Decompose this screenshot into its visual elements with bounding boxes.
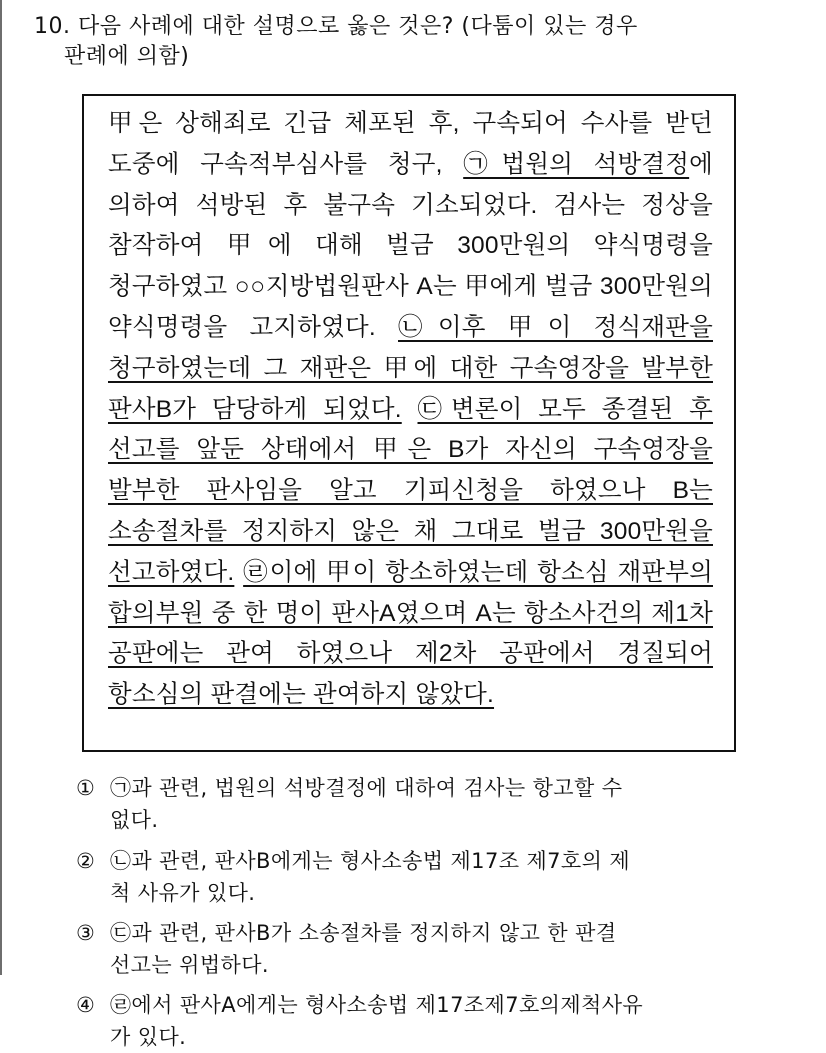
case-segment-underlined-c: ㉢변론이 모두 종결된 후 선고를 앞둔 상태에서 甲은 B가 자신의 구속영장을 발부한 판사임을 알고 기피신청을 하였으나 B는 소송절차를 정지하지 않은 채 그대로 벌금 300만원을 선고하였다.: [108, 395, 714, 586]
case-segment: 에 의하여 석방된 후 불구속 기소되었다. 검사는 정상을 참작하여 甲에 대해 벌금 300만원의 약식명령을 청구하였고 ○○지방법원판사 A는 甲에게 벌금 300만원의 약식명령을 고지하였다.: [108, 150, 714, 341]
choice-number: ④: [76, 993, 96, 1017]
choice-text: ㉠과 관련, 법원의 석방결정에 대하여 검사는 항고할 수 없다.: [110, 776, 623, 832]
choice-number: ②: [76, 849, 96, 873]
choice-text: ㉣에서 판사A에게는 형사소송법 제17조제7호의제척사유 가 있다.: [110, 993, 644, 1049]
question-stem: 10. 다음 사례에 대한 설명으로 옳은 것은? (다툼이 있는 경우 판례에 의함): [34, 14, 638, 69]
left-margin-line: [0, 0, 2, 975]
choice-number: ①: [76, 776, 96, 800]
choice-4[interactable]: [76, 989, 766, 1053]
case-segment-underlined-a: ㉠법원의 석방결정: [463, 150, 690, 178]
case-text: [108, 104, 713, 716]
case-segment: [234, 559, 243, 586]
choice-text: ㉢과 관련, 판사B가 소송절차를 정지하지 않고 한 판결 선고는 위법하다.: [110, 921, 617, 977]
case-segment-underlined-d: ㉣이에 甲이 항소하였는데 항소심 재판부의 합의부원 중 한 명이 판사A였으며 A는 항소사건의 제1차 공판에는 관여 하였으나 제2차 공판에서 경질되어 항소심의 판결에는 관여하지 않았다.: [108, 558, 713, 709]
case-segment: [402, 396, 418, 423]
case-segment: 甲은 상해죄로 긴급 체포된 후, 구속되어 수사를 받던 도중에 구속적부심사를 청구,: [108, 110, 713, 178]
choice-2[interactable]: [76, 845, 766, 909]
case-segment-underlined-b: ㉡이후 甲이 정식재판을 청구하였는데 그 재판은 甲에 대한 구속영장을 발부한 판사B가 담당하게 되었다.: [108, 313, 713, 423]
choice-1[interactable]: [76, 772, 766, 836]
case-box: [82, 94, 736, 752]
choice-number: ③: [76, 921, 96, 945]
choice-text: ㉡과 관련, 판사B에게는 형사소송법 제17조 제7호의 제 척 사유가 있다.: [110, 849, 631, 905]
choice-3[interactable]: [76, 917, 766, 981]
